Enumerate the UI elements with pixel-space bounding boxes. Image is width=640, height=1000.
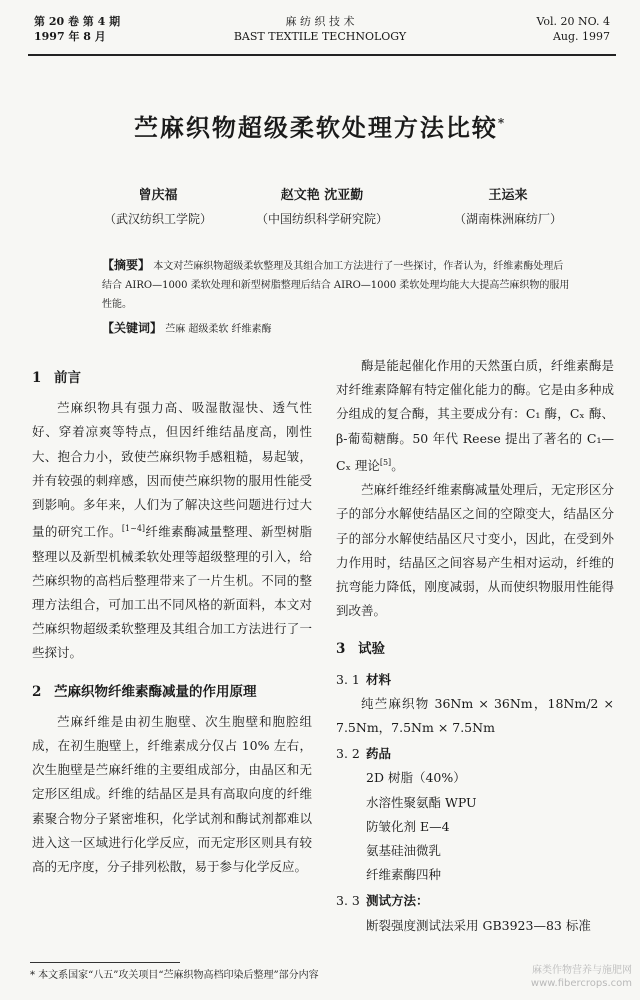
journal-header — [0, 10, 640, 52]
paragraph-text: 。 — [391, 457, 404, 473]
left-column — [32, 356, 312, 879]
author-affiliation: （湖南株洲麻纺厂） — [453, 212, 562, 226]
journal-name-en: BAST TEXTILE TECHNOLOGY — [233, 30, 407, 43]
paragraph-text: 酶是能起催化作用的天然蛋白质，纤维素酶是对纤维素降解有特定催化能力的酶。它是由多种成分组成的复合酶，其主要成分有：C₁ 酶，Cₓ 酶、β-葡萄糖酶。50 年代 Reese 提出了著名的 C₁—Cₓ 理论 — [336, 358, 614, 473]
title-text: 苎麻织物超级柔软处理方法比较 — [133, 113, 498, 142]
subsection-title: 药品 — [366, 746, 392, 762]
right-column — [336, 356, 614, 938]
author-affiliation: （中国纺织科学研究院） — [255, 212, 388, 226]
author-name: 王运来 — [488, 188, 528, 203]
footnote-rule — [30, 962, 180, 963]
citation: [1~4] — [121, 524, 146, 534]
chemical-item: 氨基硅油微乳 — [366, 843, 442, 859]
subsection-heading — [336, 889, 614, 913]
subsection-title: 测试方法： — [366, 893, 429, 909]
journal-name-cn: 麻 纺 织 技 术 — [285, 15, 355, 28]
paragraph — [32, 396, 312, 665]
chemical-item: 防皱化剂 E—4 — [366, 818, 450, 834]
author-name: 曾庆福 — [138, 188, 178, 203]
paragraph-text: 苎麻织物具有强力高、吸湿散湿快、透气性好、穿着凉爽等特点，但因纤维结晶度高，刚性大、抱合力小，致使苎麻织物手感粗糙，易起皱，并有较强的刺痒感，因而使苎麻织物的服用性能受到影响。多年来，人们为了解决这些问题进行过大量的研究工作。 — [32, 400, 312, 540]
abstract — [102, 256, 572, 314]
header-rule — [28, 54, 616, 56]
section-title: 前言 — [54, 370, 81, 386]
chemical-item: 2D 树脂（40%） — [366, 770, 466, 786]
subsection-number: 3. 3 — [336, 893, 360, 909]
watermark-url: www.fibercrops.com — [530, 978, 632, 989]
keywords — [102, 318, 572, 340]
citation: [5] — [379, 457, 392, 467]
footnote: * 本文系国家“八五”攻关项目“苎麻织物高档印染后整理”部分内容 — [30, 970, 319, 981]
section-title: 试验 — [358, 641, 385, 658]
author-3 — [408, 186, 608, 232]
keywords-text: 苎麻 超级柔软 纤维素酶 — [165, 324, 272, 335]
section-heading — [336, 637, 614, 661]
paragraph: 苎麻纤维经纤维素酶减量处理后，无定形区分子的部分水解使结晶区之间的空隙变大，结晶区分子的部分水解使结晶区尺寸变小，因此，在受到外力作用时，结晶区之间容易产生相对运动，纤维的抗弯能力降低，刚度减弱，从而使织物服用性能得到改善。 — [336, 482, 614, 619]
test-method-line: 断裂强度测试法采用 GB3923—83 标准 — [366, 917, 591, 933]
abstract-text: 本文对苎麻织物超级柔软整理及其组合加工方法进行了一些探讨，作者认为，纤维素酶处理后结合 AIRO—1000 柔软处理和新型树脂整理后结合 AIRO—1000 柔软处理均能大大提高苎麻织物的服用性能。 — [102, 261, 570, 310]
section-number: 2 — [32, 683, 42, 700]
issue-info-en — [536, 14, 610, 44]
subsection-heading — [336, 742, 614, 766]
keywords-label: 【关键词】 — [102, 321, 163, 335]
section-number: 1 — [32, 370, 42, 386]
author-affiliation: （武汉纺织工学院） — [103, 212, 212, 226]
paragraph: 苎麻纤维是由初生胞壁、次生胞壁和胞腔组成，在初生胞壁上，纤维素成分仅占 10% 左右，次生胞壁是苎麻纤维的主要组成部分，由晶区和无定形区组成。纤维的结晶区是具有高取向度的纤维素聚合物分子紧密堆积，化学试剂和酶试剂都难以进入这一区域进行化学反应，而无定形区则具有较高的无序度，分子排列松散，易于参与化学反应。 — [32, 713, 312, 875]
subsection-heading — [336, 668, 614, 692]
paragraph — [336, 354, 614, 478]
volume-issue: 第 20 卷 第 4 期 — [34, 15, 121, 28]
title-footnote-mark: * — [497, 116, 507, 130]
issue-date: 1997 年 8 月 — [34, 30, 106, 43]
chemical-item: 水溶性聚氨酯 WPU — [366, 794, 477, 810]
subsection-number: 3. 1 — [336, 671, 360, 687]
author-2 — [222, 186, 422, 232]
section-title: 苎麻织物纤维素酶减量的作用原理 — [54, 683, 257, 700]
section-heading — [32, 366, 312, 390]
subsection-title: 材料 — [366, 671, 392, 687]
paper-title — [0, 108, 640, 143]
author-block — [0, 186, 640, 236]
abstract-label: 【摘要】 — [102, 258, 151, 272]
materials-line: 纯苎麻织物 36Nm × 36Nm，18Nm/2 × 7.5Nm，7.5Nm × 7.5Nm — [336, 695, 614, 735]
watermark-cn: 麻类作物营养与施肥网 — [532, 965, 632, 976]
volume-issue-en: Vol. 20 NO. 4 — [536, 15, 610, 28]
section-heading — [32, 680, 312, 704]
section-number: 3 — [336, 641, 346, 658]
subsection-number: 3. 2 — [336, 746, 360, 762]
issue-date-en: Aug. 1997 — [552, 30, 610, 43]
chemical-item: 纤维素酶四种 — [366, 867, 442, 883]
author-name: 赵文艳 沈亚勤 — [280, 188, 364, 203]
paragraph-text: 纤维素酶减量整理、新型树脂整理以及新型机械柔软处理等超级整理的引入，给苎麻织物的高档后整理带来了一片生机。不同的整理方法组合，可加工出不同风格的新面料，本文对苎麻织物超级柔软整理及其组合加工方法进行了一些探讨。 — [32, 524, 312, 661]
watermark — [531, 964, 632, 990]
